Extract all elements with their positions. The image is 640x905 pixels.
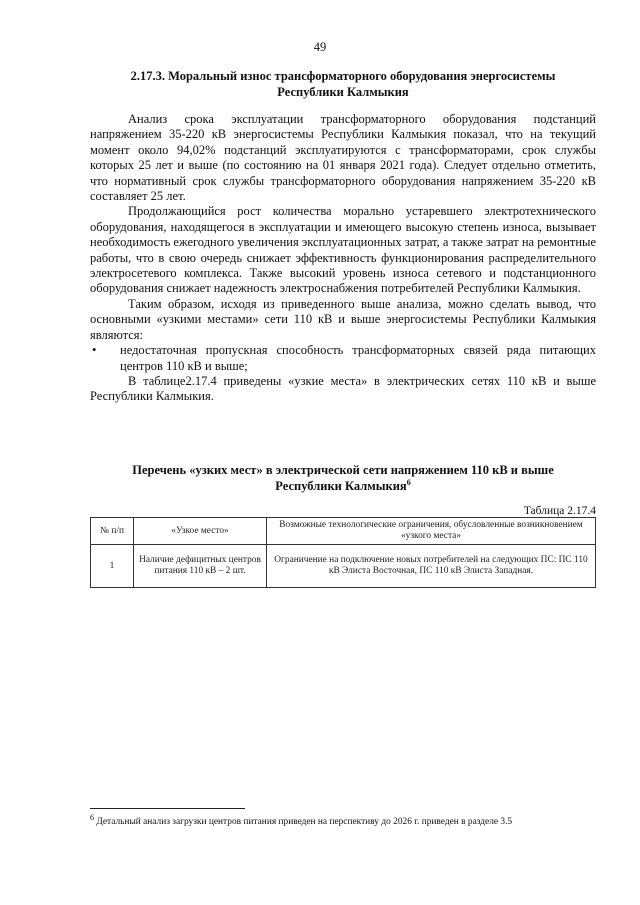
page-number: 49 xyxy=(313,40,327,54)
footnote-text: Детальный анализ загрузки центров питания приведен на перспективу до 2026 г. приведен в разделе 3.5 xyxy=(96,817,513,827)
bullet-icon: • xyxy=(92,343,97,358)
section-heading-line2: Республики Калмыкия xyxy=(277,85,409,99)
table-row xyxy=(91,545,596,588)
cell-number: 1 xyxy=(91,545,134,588)
footnote-ref: 6 xyxy=(406,477,411,487)
footnote xyxy=(90,812,600,828)
list-heading-line2 xyxy=(90,478,596,494)
header-bottleneck: «Узкое место» xyxy=(134,518,267,545)
header-number: № п/п xyxy=(91,518,134,545)
paragraph-conclusion: Таким образом, исходя из приведенного выше анализа, можно сделать вывод, что основными «узкими местами» сети 110 кВ и выше энергосистемы Республики Калмыкия являются: xyxy=(90,296,596,342)
table-header-row xyxy=(91,518,596,545)
table-caption: Таблица 2.17.4 xyxy=(523,505,596,517)
paragraph-table-intro: В таблице2.17.4 приведены «узкие места» в электрических сетях 110 кВ и выше Республики Калмыкия. xyxy=(90,373,596,404)
list-heading xyxy=(90,462,596,494)
list-item-text: недостаточная пропускная способность трансформаторных связей ряда питающих центров 110 кВ и выше; xyxy=(120,343,596,373)
section-heading-line1: 2.17.3. Моральный износ трансформаторного оборудования энергосистемы xyxy=(130,69,556,83)
section-heading xyxy=(90,68,596,100)
table-block xyxy=(90,505,596,588)
paragraph-growth: Продолжающийся рост количества морально устаревшего электротехнического оборудования, находящегося в эксплуатации и имеющего высокую степень износа, вызывает необходимость ежегодного увеличения эксплуатационных затрат, а также затрат на ремонтные работы, что в свою очередь снижает эффективность функционирования распределительного электросетевого комплекса. Также высокий уровень износа сетевого и подстанционного оборудования снижает надежность электроснабжения потребителей Республики Калмыкия. xyxy=(90,204,596,296)
header-limitations: Возможные технологические ограничения, обусловленные возникновением «узкого места» xyxy=(267,518,596,545)
cell-bottleneck: Наличие дефицитных центров питания 110 кВ – 2 шт. xyxy=(134,545,267,588)
footnote-number: 6 xyxy=(90,812,94,822)
bottleneck-list xyxy=(90,343,596,374)
footnote-divider xyxy=(90,808,245,809)
cell-limitations: Ограничение на подключение новых потребителей на следующих ПС: ПС 110 кВ Элиста Восточная, ПС 110 кВ Элиста Западная. xyxy=(267,545,596,588)
paragraph-analysis: Анализ срока эксплуатации трансформаторного оборудования подстанций напряжением 35-220 кВ энергосистемы Республики Калмыкия показал, что на текущий момент около 94,02% подстанций эксплуатируются с трансформаторами, срок службы которых 25 лет и выше (по состоянию на 01 января 2021 года). Следует отдельно отметить, что нормативный срок службы трансформаторного оборудования напряжением 35-220 кВ составляет 25 лет. xyxy=(90,112,596,204)
list-heading-line2-text: Республики Калмыкия xyxy=(275,479,407,493)
bottleneck-table xyxy=(90,517,596,588)
list-item xyxy=(90,343,596,374)
body-text xyxy=(90,112,596,405)
list-heading-line1: Перечень «узких мест» в электрической сети напряжением 110 кВ и выше xyxy=(132,463,554,477)
